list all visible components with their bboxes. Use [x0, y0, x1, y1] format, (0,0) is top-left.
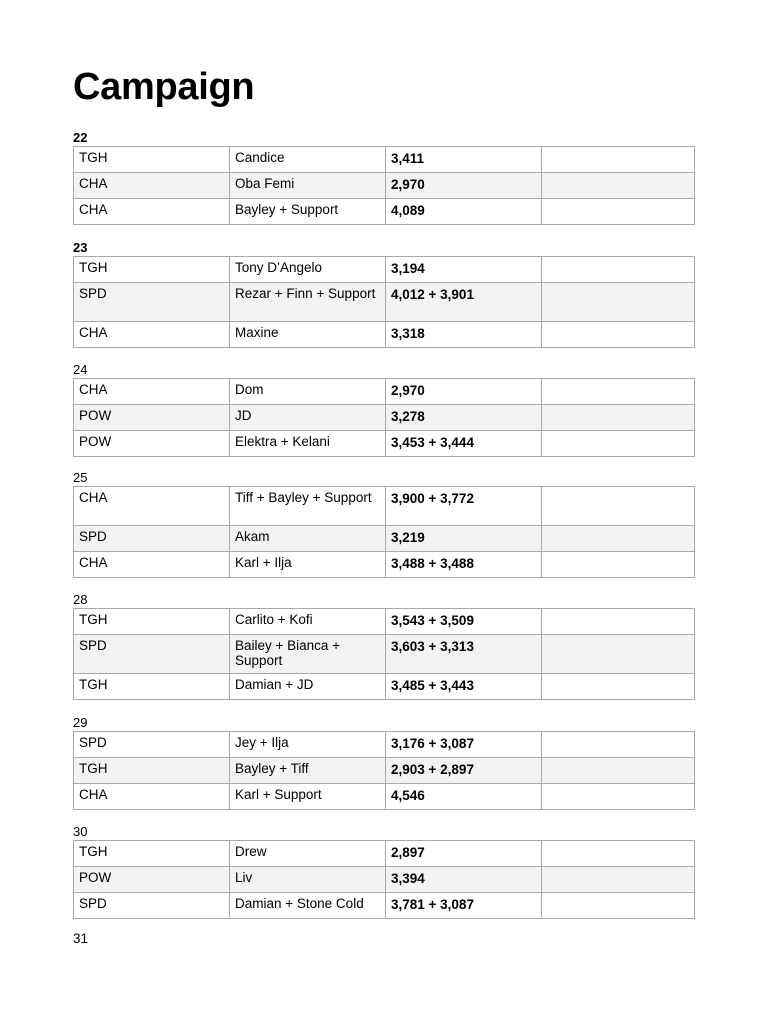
- venue-cell: TGH: [74, 841, 230, 867]
- notes-cell: [542, 283, 695, 322]
- name-cell: Damian + Stone Cold: [230, 893, 386, 919]
- value-cell: 3,781 + 3,087: [386, 893, 542, 919]
- venue-cell: CHA: [74, 784, 230, 810]
- name-cell: Bailey + Bianca + Support: [230, 635, 386, 674]
- name-cell: Damian + JD: [230, 674, 386, 700]
- name-cell: Bayley + Tiff: [230, 758, 386, 784]
- notes-cell: [542, 732, 695, 758]
- notes-cell: [542, 674, 695, 700]
- notes-cell: [542, 379, 695, 405]
- value-cell: 3,219: [386, 526, 542, 552]
- value-cell: 4,089: [386, 199, 542, 225]
- table-row: [74, 199, 695, 225]
- value-cell: 3,318: [386, 322, 542, 348]
- notes-cell: [542, 526, 695, 552]
- schedule-table: [73, 608, 695, 700]
- table-row: [74, 173, 695, 199]
- name-cell: Dom: [230, 379, 386, 405]
- venue-cell: SPD: [74, 283, 230, 322]
- table-row: [74, 784, 695, 810]
- value-cell: 3,176 + 3,087: [386, 732, 542, 758]
- value-cell: 3,543 + 3,509: [386, 609, 542, 635]
- notes-cell: [542, 893, 695, 919]
- schedule-table: [73, 146, 695, 225]
- table-row: [74, 283, 695, 322]
- page-number: 31: [73, 931, 89, 946]
- value-cell: 2,970: [386, 379, 542, 405]
- venue-cell: CHA: [74, 487, 230, 526]
- day-heading: 25: [73, 470, 88, 485]
- venue-cell: POW: [74, 431, 230, 457]
- name-cell: Karl + Ilja: [230, 552, 386, 578]
- value-cell: 2,897: [386, 841, 542, 867]
- name-cell: Tony D’Angelo: [230, 257, 386, 283]
- name-cell: Liv: [230, 867, 386, 893]
- venue-cell: CHA: [74, 322, 230, 348]
- table-row: [74, 487, 695, 526]
- value-cell: 4,546: [386, 784, 542, 810]
- value-cell: 2,970: [386, 173, 542, 199]
- table-row: [74, 867, 695, 893]
- notes-cell: [542, 257, 695, 283]
- schedule-table: [73, 731, 695, 810]
- table-row: [74, 609, 695, 635]
- notes-cell: [542, 784, 695, 810]
- table-row: [74, 405, 695, 431]
- table-row: [74, 526, 695, 552]
- value-cell: 3,194: [386, 257, 542, 283]
- notes-cell: [542, 609, 695, 635]
- value-cell: 3,453 + 3,444: [386, 431, 542, 457]
- notes-cell: [542, 147, 695, 173]
- notes-cell: [542, 758, 695, 784]
- venue-cell: CHA: [74, 552, 230, 578]
- value-cell: 3,488 + 3,488: [386, 552, 542, 578]
- venue-cell: SPD: [74, 732, 230, 758]
- notes-cell: [542, 487, 695, 526]
- name-cell: Maxine: [230, 322, 386, 348]
- value-cell: 3,603 + 3,313: [386, 635, 542, 674]
- notes-cell: [542, 322, 695, 348]
- venue-cell: TGH: [74, 758, 230, 784]
- venue-cell: POW: [74, 867, 230, 893]
- name-cell: Tiff + Bayley + Support: [230, 487, 386, 526]
- notes-cell: [542, 405, 695, 431]
- name-cell: Bayley + Support: [230, 199, 386, 225]
- notes-cell: [542, 173, 695, 199]
- value-cell: 3,485 + 3,443: [386, 674, 542, 700]
- name-cell: Rezar + Finn + Support: [230, 283, 386, 322]
- value-cell: 3,900 + 3,772: [386, 487, 542, 526]
- day-heading: 23: [73, 240, 88, 255]
- venue-cell: TGH: [74, 147, 230, 173]
- name-cell: Carlito + Kofi: [230, 609, 386, 635]
- venue-cell: TGH: [74, 609, 230, 635]
- name-cell: Jey + Ilja: [230, 732, 386, 758]
- venue-cell: SPD: [74, 893, 230, 919]
- table-row: [74, 147, 695, 173]
- table-row: [74, 379, 695, 405]
- day-heading: 30: [73, 824, 88, 839]
- venue-cell: CHA: [74, 199, 230, 225]
- page-title: Campaign: [73, 66, 255, 108]
- venue-cell: POW: [74, 405, 230, 431]
- notes-cell: [542, 841, 695, 867]
- venue-cell: SPD: [74, 526, 230, 552]
- notes-cell: [542, 635, 695, 674]
- name-cell: Candice: [230, 147, 386, 173]
- table-row: [74, 257, 695, 283]
- value-cell: 4,012 + 3,901: [386, 283, 542, 322]
- value-cell: 2,903 + 2,897: [386, 758, 542, 784]
- venue-cell: CHA: [74, 173, 230, 199]
- name-cell: Akam: [230, 526, 386, 552]
- day-heading: 28: [73, 592, 88, 607]
- name-cell: Oba Femi: [230, 173, 386, 199]
- schedule-table: [73, 840, 695, 919]
- table-row: [74, 552, 695, 578]
- name-cell: Drew: [230, 841, 386, 867]
- table-row: [74, 758, 695, 784]
- schedule-table: [73, 256, 695, 348]
- venue-cell: TGH: [74, 257, 230, 283]
- notes-cell: [542, 552, 695, 578]
- value-cell: 3,411: [386, 147, 542, 173]
- day-heading: 22: [73, 130, 88, 145]
- notes-cell: [542, 199, 695, 225]
- name-cell: JD: [230, 405, 386, 431]
- notes-cell: [542, 431, 695, 457]
- venue-cell: TGH: [74, 674, 230, 700]
- table-row: [74, 431, 695, 457]
- schedule-table: [73, 486, 695, 578]
- day-heading: 24: [73, 362, 88, 377]
- value-cell: 3,394: [386, 867, 542, 893]
- table-row: [74, 841, 695, 867]
- table-row: [74, 674, 695, 700]
- venue-cell: SPD: [74, 635, 230, 674]
- name-cell: Elektra + Kelani: [230, 431, 386, 457]
- table-row: [74, 893, 695, 919]
- table-row: [74, 635, 695, 674]
- day-heading: 29: [73, 715, 88, 730]
- name-cell: Karl + Support: [230, 784, 386, 810]
- value-cell: 3,278: [386, 405, 542, 431]
- table-row: [74, 732, 695, 758]
- venue-cell: CHA: [74, 379, 230, 405]
- notes-cell: [542, 867, 695, 893]
- schedule-table: [73, 378, 695, 457]
- table-row: [74, 322, 695, 348]
